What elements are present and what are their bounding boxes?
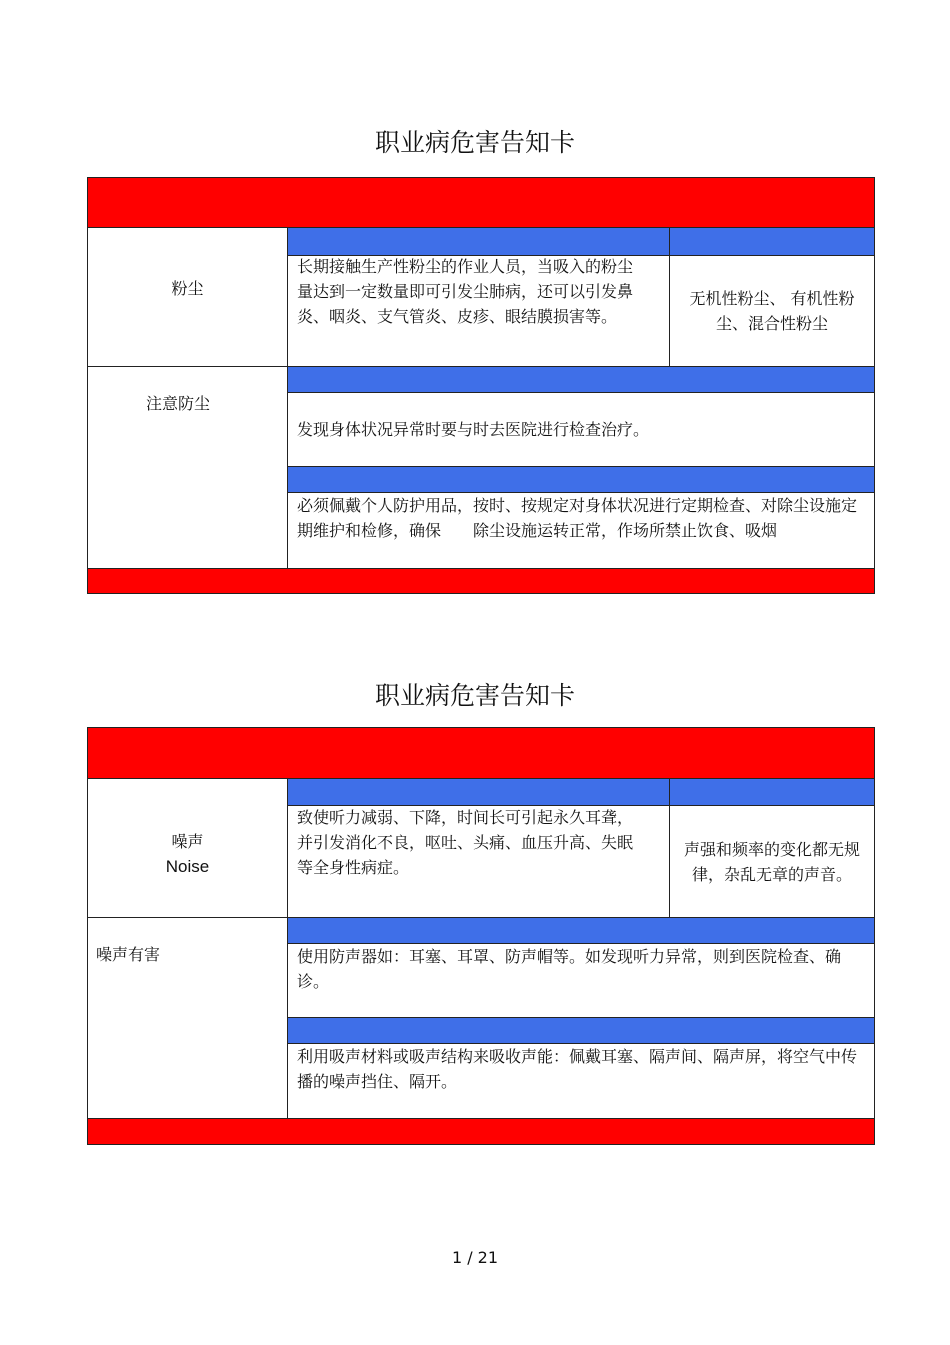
properties-text: 无机性粉尘、 有机性粉尘、混合性粉尘 [689, 289, 855, 333]
emergency-text: 使用防声器如：耳塞、耳罩、防声帽等。如发现听力异常，则到医院检查、确诊。 [297, 947, 842, 991]
hazard-name-cell [87, 227, 288, 367]
emergency-header [287, 366, 875, 393]
prevention-text: 必须佩戴个人防护用品，按时、按规定对身体状况进行定期检查、对除尘设施定期维护和检修，确保 除尘设施运转正常，作场所禁止饮食、吸烟 [297, 496, 858, 540]
prevention-text: 利用吸声材料或吸声结构来吸收声能：佩戴耳塞、隔声间、隔声屏，将空气中传播的噪声挡住、隔开。 [297, 1047, 858, 1091]
warning-text: 噪声有害 [96, 945, 161, 964]
card-title: 职业病危害告知卡 [374, 681, 575, 710]
prevention-cell [287, 492, 875, 569]
card-title: 职业病危害告知卡 [374, 128, 575, 157]
health-effect-header [287, 227, 670, 256]
prevention-header [287, 1017, 875, 1044]
warning-cell [87, 366, 288, 569]
hazard-card-noise [87, 727, 875, 1145]
health-effect-header [287, 778, 670, 806]
health-effect-cell [287, 805, 670, 918]
warning-text: 注意防尘 [145, 394, 210, 413]
card-footer-bar [87, 1118, 875, 1145]
warning-cell [87, 917, 288, 1119]
page-number: 1 / 21 [451, 1248, 499, 1267]
hazard-name: 粉尘 [171, 279, 204, 298]
properties-header [669, 778, 875, 806]
card-footer-bar [87, 568, 875, 594]
hazard-name: 噪声 [171, 832, 204, 851]
properties-header [669, 227, 875, 256]
emergency-cell [287, 392, 875, 467]
properties-text: 声强和频率的变化都无规律，杂乱无章的声音。 [683, 839, 860, 884]
hazard-name-en: Noise [165, 857, 210, 876]
hazard-card-dust [87, 177, 875, 594]
card-header-bar [87, 727, 875, 779]
card-header-bar [87, 177, 875, 228]
emergency-text: 发现身体状况异常时要与时去医院进行检查治疗。 [297, 420, 650, 439]
prevention-header [287, 466, 875, 493]
health-effect-cell [287, 255, 670, 367]
emergency-header [287, 917, 875, 944]
prevention-cell [287, 1043, 875, 1119]
health-effect-text: 长期接触生产性粉尘的作业人员，当吸入的粉尘量达到一定数量即可引发尘肺病，还可以引发鼻炎、咽炎、支气管炎、皮疹、眼结膜损害等。 [297, 257, 634, 326]
hazard-name-group [88, 829, 287, 879]
properties-cell [669, 805, 875, 918]
health-effect-text: 致使听力减弱、下降，时间长可引起永久耳聋，并引发消化不良，呕吐、头痛、血压升高、失眠等全身性病症。 [297, 808, 634, 877]
emergency-cell [287, 943, 875, 1018]
hazard-name-cell [87, 778, 288, 918]
properties-cell [669, 255, 875, 367]
